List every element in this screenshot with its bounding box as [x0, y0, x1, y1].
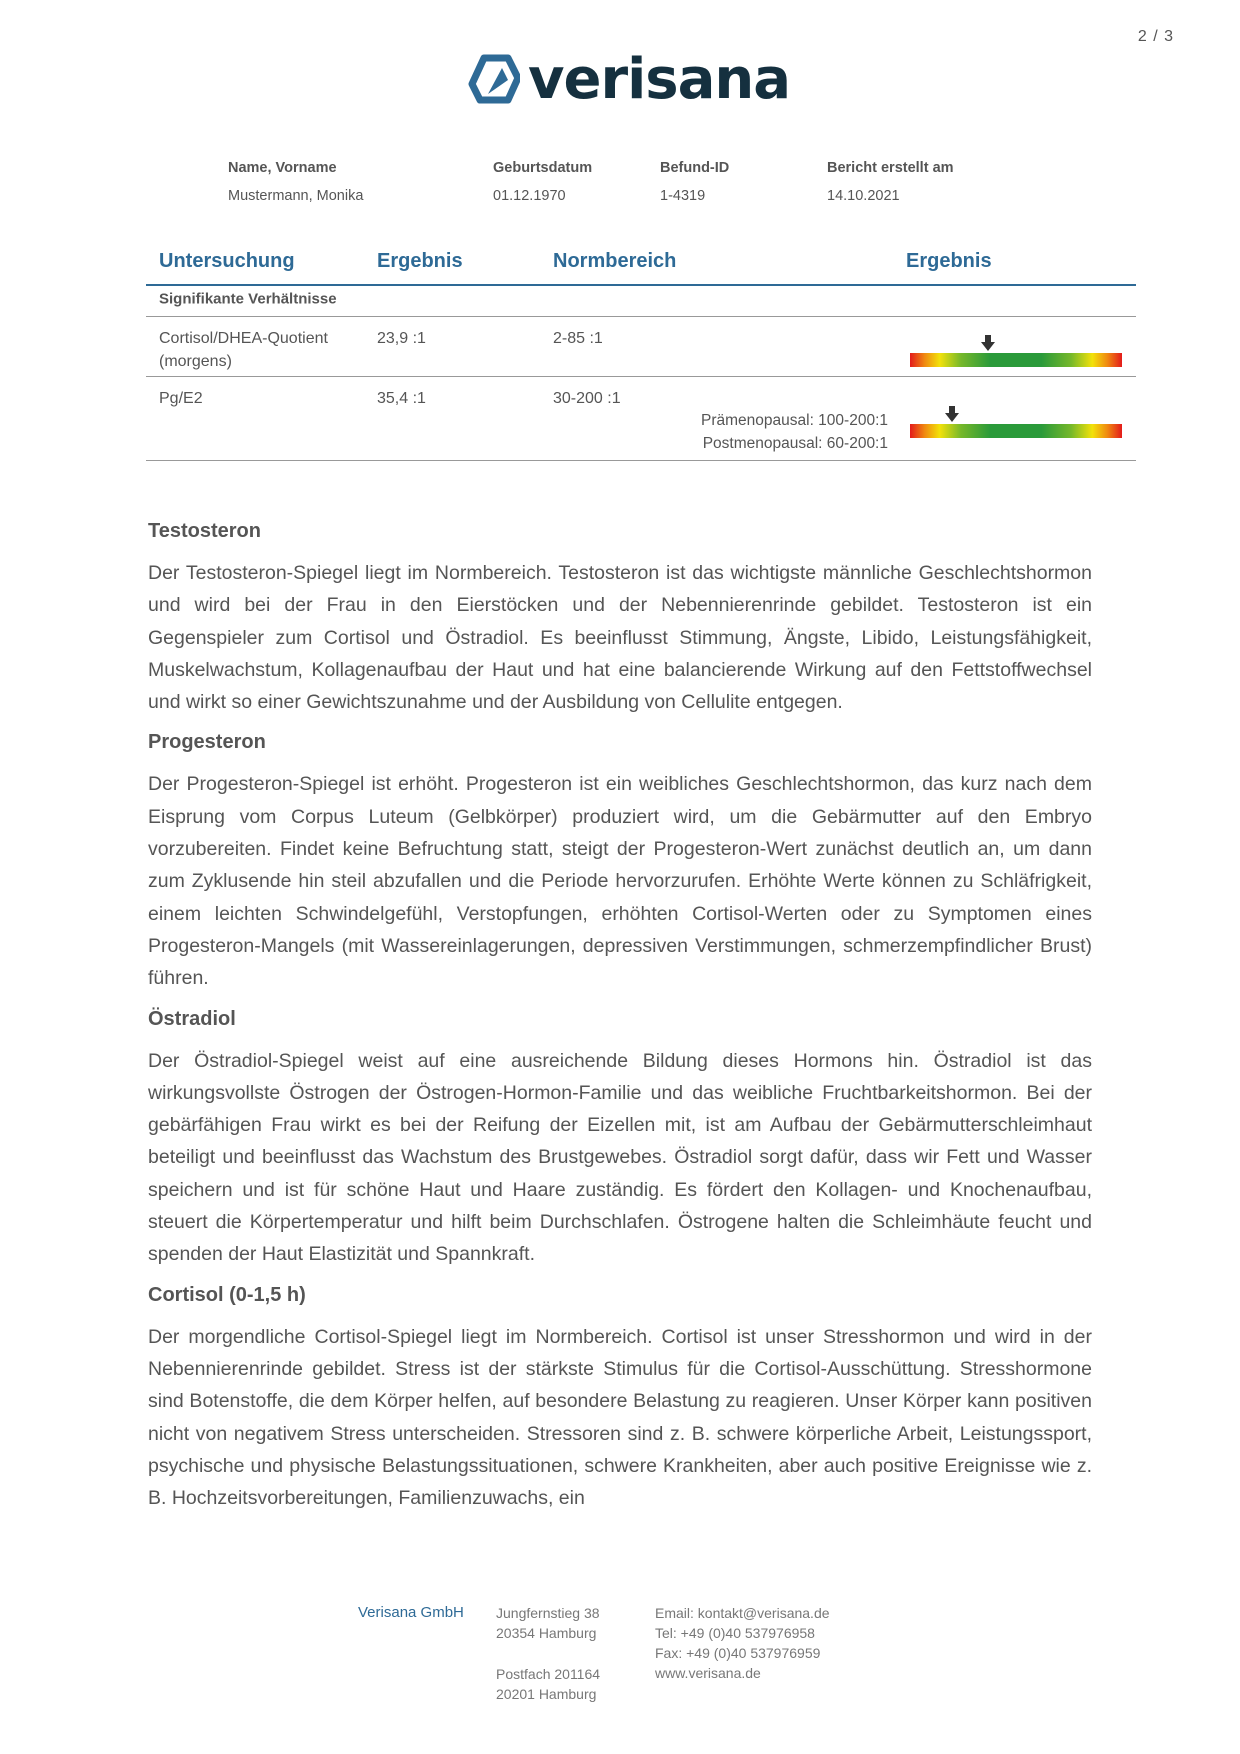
header-range: Normbereich [553, 250, 677, 272]
patient-name-label: Name, Vorname [228, 160, 337, 176]
row-test: Pg/E2 [159, 390, 203, 407]
footer-company: Verisana GmbH [358, 1604, 464, 1621]
footer-tel: Tel: +49 (0)40 537976958 [655, 1625, 815, 1641]
section-title-progesteron: Progesteron [148, 731, 266, 754]
logo-text: verisana [528, 47, 791, 112]
report-id-value: 1-4319 [660, 188, 706, 204]
footer-postbox [496, 1664, 600, 1704]
section-text-oestradiol: Der Östradiol-Spiegel weist auf eine ausreichende Bildung dieses Hormons hin. Östradiol ist das wirkungsvollste Östrogen der Östrogen-Hormon-Familie und das weibliche Fruchtbarkeitshormon. Bei der gebärfähigen Frau wirkt es bei der Reifung der Eizellen mit, ist am Aufbau der Gebärmutterschleimhaut beteiligt und beeinflusst das Wachstum des Brustgewebes. Östradiol sorgt dafür, dass wir Fett und Wasser speichern und ist für schöne Haut und Haare zuständig. Es fördert den Kollagen- und Knochenaufbau, steuert die Körpertemperatur und hilft beim Durchschlafen. Östrogene halten die Schleimhäute feucht und spenden der Haut Elastizität und Spannkraft. [148, 1049, 1092, 1266]
header-test: Untersuchung [159, 250, 295, 272]
table-row [146, 317, 1136, 377]
report-id-label: Befund-ID [660, 160, 730, 176]
report-date-label: Bericht erstellt am [827, 160, 954, 176]
footer-fax: Fax: +49 (0)40 537976959 [655, 1645, 821, 1661]
section-label: Signifikante Verhältnisse [159, 290, 337, 308]
birthdate-value: 01.12.1970 [493, 188, 566, 204]
section-text-cortisol: Der morgendliche Cortisol-Spiegel liegt im Normbereich. Cortisol ist unser Stresshormon und wird in der Nebennierenrinde gebildet. Stress ist der stärkste Stimulus für die Cortisol-Ausschüttung. Stresshormone sind Botenstoffe, die dem Körper helfen, auf besondere Belastung zu reagieren. Unser Körper kann positiven nicht von negativem Stress unterscheiden. Stressoren sind z. B. schwere körperliche Arbeit, Leistungssport, psychische und physische Belastungssituationen, schwere Krankheiten, aber auch positive Ereignisse wie z. B. Hochzeitsvorbereitungen, Familienzuwachs, ein [148, 1325, 1092, 1510]
footer-web: www.verisana.de [655, 1665, 761, 1681]
section-title-cortisol: Cortisol (0-1,5 h) [148, 1283, 306, 1306]
birthdate-column [493, 160, 592, 204]
footer-email: Email: kontakt@verisana.de [655, 1605, 830, 1621]
result-marker-arrow-icon [981, 335, 995, 351]
row-test-sub: (morgens) [159, 353, 232, 370]
footer-street: Jungfernstieg 38 [496, 1605, 600, 1621]
birthdate-label: Geburtsdatum [493, 160, 593, 176]
results-table-header [146, 244, 1136, 286]
result-scale-bar [910, 353, 1122, 367]
footer-postbox-number: Postfach 201164 [496, 1666, 601, 1682]
footer-address [496, 1603, 600, 1643]
results-table [146, 244, 1136, 461]
footer-contact [655, 1603, 830, 1683]
patient-info [228, 160, 1028, 220]
section-text-testosteron: Der Testosteron-Spiegel liegt im Normbereich. Testosteron ist das wichtigste männliche Geschlechtshormon und wird bei der Frau in den Eierstöcken und der Nebennierenrinde gebildet. Testosteron ist ein Gegenspieler zum Cortisol und Östradiol. Es beeinflusst Stimmung, Ängste, Libido, Leistungsfähigkeit, Muskelwachstum, Kollagenaufbau der Haut und hat eine balancierende Wirkung auf den Fettstoffwechsel und wirkt so einer Gewichtszunahme und der Ausbildung von Cellulite entgegen. [148, 562, 1092, 714]
row-test [159, 327, 328, 373]
verisana-logo-icon [468, 54, 520, 106]
row-result: 35,4 :1 [377, 390, 426, 407]
row-result: 23,9 :1 [377, 330, 426, 347]
footer-city: 20354 Hamburg [496, 1625, 597, 1641]
header-result: Ergebnis [377, 250, 463, 272]
section-row [146, 286, 1136, 317]
row-range: 30-200 :1 [553, 390, 621, 407]
section-title-oestradiol: Östradiol [148, 1007, 236, 1030]
report-date-column [827, 160, 954, 204]
row-test-name: Cortisol/DHEA-Quotient [159, 330, 328, 347]
section-text-progesteron: Der Progesteron-Spiegel ist erhöht. Progesteron ist ein weibliches Geschlechtshormon, das kurz nach dem Eisprung vom Corpus Luteum (Gelbkörper) produziert wird, um die Gebärmutter auf den Embryo vorzubereiten. Findet keine Befruchtung statt, steigt der Progesteron-Wert zunächst deutlich an, um dann zum Zyklusende hin steil abzufallen und die Periode hervorzurufen. Erhöhte Werte können zu Schläfrigkeit, einem leichten Schwindelgefühl, Verstopfungen, erhöhten Cortisol-Werten oder zu Symptomen eines Progesteron-Mangels (mit Wassereinlagerungen, depressiven Verstimmungen, schmerzempfindlicher Brust) führen. [148, 773, 1092, 990]
report-id-column [660, 160, 729, 204]
report-body [148, 515, 1092, 1522]
logo [468, 47, 791, 112]
row-range: 2-85 :1 [553, 330, 603, 347]
page-number: 2 / 3 [1137, 28, 1174, 45]
section-title-testosteron: Testosteron [148, 520, 261, 542]
table-row [146, 377, 1136, 461]
range-note-postmenopausal: Postmenopausal: 60-200:1 [702, 435, 888, 452]
result-marker-arrow-icon [945, 406, 959, 422]
header-graph: Ergebnis [906, 250, 992, 272]
patient-name-value: Mustermann, Monika [228, 188, 364, 204]
report-date-value: 14.10.2021 [827, 188, 900, 204]
footer-postbox-city: 20201 Hamburg [496, 1686, 597, 1702]
range-note-premenopausal: Prämenopausal: 100-200:1 [701, 412, 888, 429]
result-scale-bar [910, 424, 1122, 438]
patient-name-column [228, 160, 363, 204]
row-range-notes [701, 409, 888, 455]
